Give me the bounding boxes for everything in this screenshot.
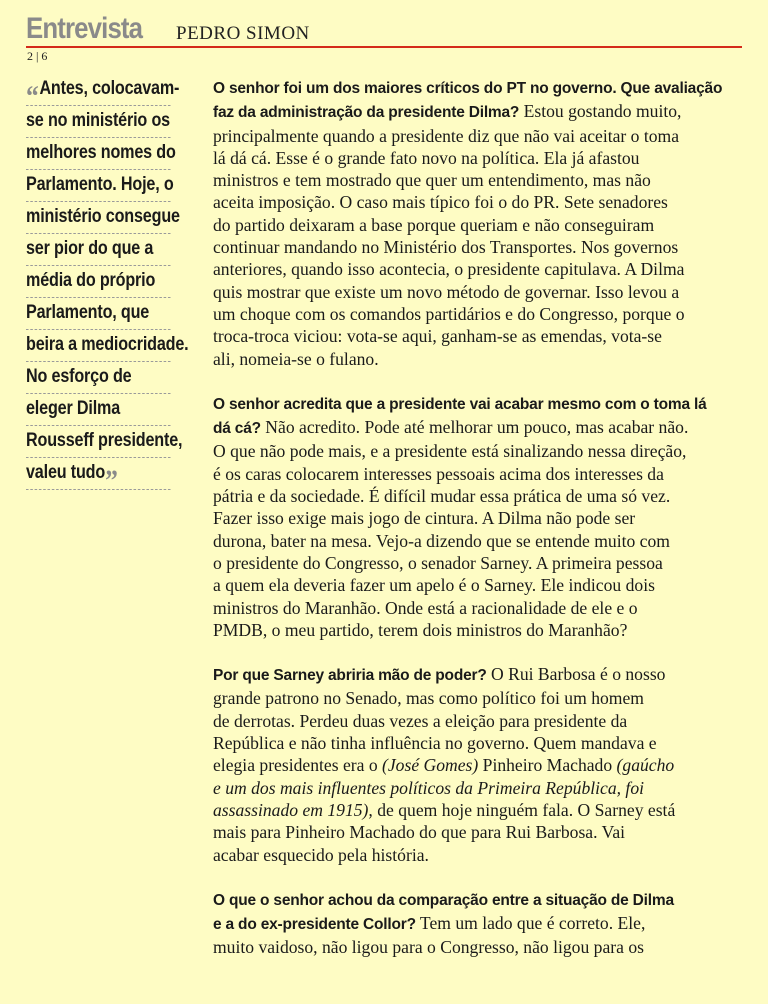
question: O que o senhor achou da comparação entre a situação de Dilma	[213, 891, 674, 909]
qa-paragraph-1	[213, 76, 743, 370]
answer-line: ministros do Maranhão. Onde está a racionalidade de ele e o	[213, 597, 638, 618]
close-quote-icon: ”	[105, 464, 118, 497]
answer-line: anteriores, quando isso acontecia, o presidente capitulava. A Dilma	[213, 259, 685, 280]
pull-quote-line: Rousseff presidente,	[26, 426, 171, 458]
answer-line: de derrotas. Perdeu duas vezes a eleição para presidente da	[213, 710, 628, 731]
pull-quote-line: beira a mediocridade.	[26, 330, 171, 362]
answer-line: continuar mandando no Ministério dos Transportes. Nos governos	[213, 237, 679, 258]
pull-quote	[26, 74, 196, 497]
answer-line: do partido deixaram a base porque queriam e não conseguiram	[213, 214, 655, 235]
answer-line: mais para Pinheiro Machado do que para Rui Barbosa. Vai	[213, 822, 626, 843]
pull-quote-line: média do próprio	[26, 266, 171, 298]
answer-line: a quem ela deveria fazer um apelo é o Sarney. Ele indicou dois	[213, 575, 655, 596]
answer-line: é os caras colocarem interesses pessoais acima dos interesses da	[213, 463, 664, 484]
answer-line: assassinado em 1915), de quem hoje ninguém fala. O Sarney está	[213, 799, 676, 820]
answer-line: acabar esquecido pela história.	[213, 844, 429, 865]
answer: Estou gostando muito,	[519, 101, 682, 122]
question: O senhor acredita que a presidente vai acabar mesmo com o toma lá	[213, 395, 707, 413]
answer-line: principalmente quando a presidente diz que não vai aceitar o toma	[213, 125, 680, 146]
question: Por que Sarney abriria mão de poder?	[213, 667, 487, 685]
answer: Tem um lado que é correto. Ele,	[415, 913, 646, 934]
page-header	[26, 12, 742, 48]
pull-quote-line: ser pior do que a	[26, 234, 171, 266]
answer: Não acredito. Pode até melhorar um pouco, mas acabar não.	[260, 417, 689, 438]
pull-quote-line: “Antes, colocavam-	[26, 74, 171, 106]
qa-paragraph-2	[213, 392, 743, 641]
pull-quote-line: eleger Dilma	[26, 394, 171, 426]
question: O senhor foi um dos maiores críticos do PT no governo. Que avaliação	[213, 80, 723, 97]
qa-paragraph-3	[213, 663, 743, 866]
answer-line: um choque com os comandos partidários e do Congresso, porque o	[213, 303, 685, 324]
pull-quote-line: No esforço de	[26, 362, 171, 394]
answer-line: muito vaidoso, não ligou para o Congresso, não ligou para os	[213, 937, 644, 958]
page-number: 2 | 6	[27, 49, 48, 63]
answer-line: ministros e tem mostrado que quer um entendimento, mas não	[213, 170, 651, 191]
answer-line: e um dos mais influentes políticos da Primeira República, foi	[213, 777, 645, 798]
answer-line: durona, bater na mesa. Vejo-a dizendo que se entende muito com	[213, 530, 670, 551]
open-quote-icon: “	[26, 80, 39, 113]
answer-line: aceita imposição. O caso mais típico foi o do PR. Sete senadores	[213, 192, 668, 213]
question: dá cá?	[213, 420, 261, 438]
answer-line: o presidente do Congresso, o senador Sarney. A primeira pessoa	[213, 552, 663, 573]
question: e a do ex-presidente Collor?	[213, 916, 416, 934]
answer-line: O que não pode mais, e a presidente está sinalizando nessa direção,	[213, 441, 687, 462]
qa-paragraph-4	[213, 888, 743, 959]
answer-line: lá dá cá. Esse é o grande fato novo na política. Ela já afastou	[213, 147, 640, 168]
pull-quote-line: Parlamento, que	[26, 298, 171, 330]
answer: O Rui Barbosa é o nosso	[486, 664, 666, 685]
answer-line: quis mostrar que existe um novo método de governar. Isso levou a	[213, 281, 680, 302]
pull-quote-line: Parlamento. Hoje, o	[26, 170, 171, 202]
question: faz da administração da presidente Dilma?	[213, 104, 520, 122]
author-name: PEDRO SIMON	[176, 23, 310, 44]
answer-line: ali, nomeia-se o fulano.	[213, 348, 379, 369]
answer-line: pátria e da sociedade. É difícil mudar essa prática de uma só vez.	[213, 486, 671, 507]
section-title: Entrevista	[26, 12, 143, 45]
pull-quote-line: valeu tudo”	[26, 458, 171, 490]
answer-line: Fazer isso exige mais jogo de cintura. A Dilma não pode ser	[213, 508, 636, 529]
answer-line: elegia presidentes era o (José Gomes) Pinheiro Machado (gaúcho	[213, 755, 675, 776]
pull-quote-line: ministério consegue	[26, 202, 171, 234]
article-body	[213, 76, 743, 981]
answer-line: PMDB, o meu partido, terem dois ministros do Maranhão?	[213, 619, 628, 640]
answer-line: troca-troca viciou: vota-se aqui, ganham-se as emendas, vota-se	[213, 326, 662, 347]
answer-line: grande patrono no Senado, mas como político foi um homem	[213, 688, 644, 709]
pull-quote-line: melhores nomes do	[26, 138, 171, 170]
pull-quote-line: se no ministério os	[26, 106, 171, 138]
answer-line: República e não tinha influência no governo. Quem mandava e	[213, 733, 657, 754]
